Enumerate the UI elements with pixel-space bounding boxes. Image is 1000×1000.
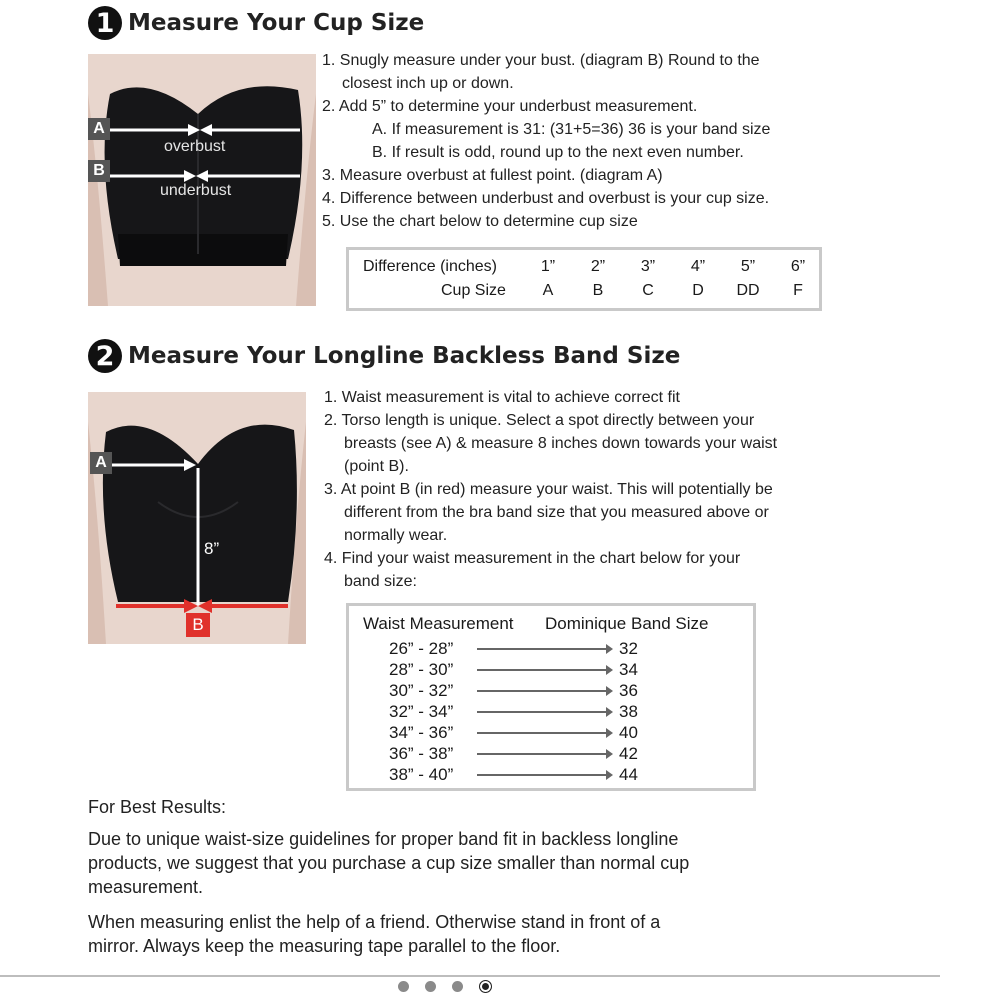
difference-value: 4” [690,258,706,275]
underbust-point-label: B [88,160,110,182]
step-text: band size: [344,573,417,590]
band-size-value: 38 [619,701,638,721]
step-text: 5. Use the chart below to determine cup size [322,213,638,230]
measuring-tip-paragraph: mirror. Always keep the measuring tape parallel to the floor. [88,936,561,956]
point-a-label: A [90,452,112,474]
band-size-steps [324,386,844,593]
arrow-icon [477,648,611,650]
section2-title: Measure Your Longline Backless Band Size [128,343,681,369]
step-text: 2. Torso length is unique. Select a spot directly between your [324,412,755,429]
band-size-row [389,659,729,680]
difference-value: 6” [790,258,806,275]
step-text: 3. At point B (in red) measure your waist. This will potentially be [324,481,773,498]
section-number-badge: 1 [88,6,122,40]
step-text: normally wear. [344,527,448,544]
bottom-divider [0,975,940,977]
cup-size-label: Cup Size [441,282,506,299]
cup-value: D [692,282,704,299]
band-size-value: 36 [619,680,638,700]
longline-torso-illustration [88,392,306,644]
arrow-icon [477,753,611,755]
band-size-row [389,680,729,701]
pager-dot[interactable] [452,981,463,992]
difference-values-row [523,258,823,276]
underbust-label: underbust [160,182,232,199]
band-size-row [389,764,729,785]
best-results-paragraph: products, we suggest that you purchase a cup size smaller than normal cup [88,853,690,873]
cup-value: F [793,282,803,299]
section-number-badge: 2 [88,339,122,373]
pager-dot[interactable] [398,981,409,992]
step-text: A. If measurement is 31: (31+5=36) 36 is your band size [372,121,771,138]
carousel-pager [398,980,492,993]
pager-dot[interactable] [425,981,436,992]
point-b-label: B [186,613,210,637]
band-size-value: 32 [619,638,638,658]
band-size-value: 40 [619,722,638,742]
cup-size-diagram-photo [88,54,316,306]
step-text: 4. Difference between underbust and overbust is your cup size. [322,190,770,207]
step-text: (point B). [344,458,409,475]
overbust-label: overbust [164,138,226,155]
step-text: breasts (see A) & measure 8 inches down towards your waist [344,435,778,452]
band-size-row [389,638,729,659]
section1-title: Measure Your Cup Size [128,10,425,36]
best-results-paragraph: measurement. [88,877,204,897]
step-text: 3. Measure overbust at fullest point. (diagram A) [322,167,663,184]
cup-value: C [642,282,654,299]
band-size-row [389,701,729,722]
step-text: 2. Add 5” to determine your underbust measurement. [322,98,698,115]
bustier-overbust-underbust-illustration [88,54,316,306]
waist-range: 34” - 36” [389,722,454,742]
step-text: different from the bra band size that you measured above or [344,504,769,521]
cup-size-steps [322,49,842,233]
overbust-point-label: A [88,118,110,140]
band-size-row [389,743,729,764]
waist-range: 26” - 28” [389,638,454,658]
best-results-paragraph: Due to unique waist-size guidelines for proper band fit in backless longline [88,829,679,849]
waist-range: 30” - 32” [389,680,454,700]
step-text: 1. Snugly measure under your bust. (diagram B) Round to the [322,52,760,69]
arrow-icon [477,711,611,713]
band-size-value: 42 [619,743,638,763]
best-results-heading: For Best Results: [88,797,227,817]
band-size-value: 34 [619,659,638,679]
difference-value: 2” [590,258,606,275]
section2-heading [88,339,680,373]
band-size-chart [346,603,756,791]
cup-value: A [542,282,554,299]
waist-range: 28” - 30” [389,659,454,679]
section1-heading [88,6,424,40]
torso-length-label: 8” [204,539,220,558]
cup-size-chart [346,247,822,311]
arrow-icon [477,732,611,734]
arrow-icon [477,690,611,692]
best-results-section [88,795,888,958]
arrow-icon [477,669,611,671]
difference-label: Difference (inches) [363,258,497,275]
band-size-row [389,722,729,743]
waist-range: 38” - 40” [389,764,454,784]
cup-value: B [592,282,604,299]
band-size-diagram-photo [88,392,306,644]
cup-value: DD [736,282,760,299]
band-size-header: Dominique Band Size [545,614,709,633]
band-size-rows [389,638,729,785]
difference-value: 5” [740,258,756,275]
difference-value: 1” [540,258,556,275]
pager-dot[interactable] [479,980,492,993]
cup-values-row [523,282,823,300]
measuring-tip-paragraph: When measuring enlist the help of a friend. Otherwise stand in front of a [88,912,661,932]
waist-range: 36” - 38” [389,743,454,763]
step-text: closest inch up or down. [342,75,514,92]
band-size-value: 44 [619,764,638,784]
step-text: 1. Waist measurement is vital to achieve correct fit [324,389,680,406]
waist-range: 32” - 34” [389,701,454,721]
step-text: 4. Find your waist measurement in the chart below for your [324,550,741,567]
difference-value: 3” [640,258,656,275]
step-text: B. If result is odd, round up to the next even number. [372,144,744,161]
waist-measurement-header: Waist Measurement [363,614,514,633]
arrow-icon [477,774,611,776]
